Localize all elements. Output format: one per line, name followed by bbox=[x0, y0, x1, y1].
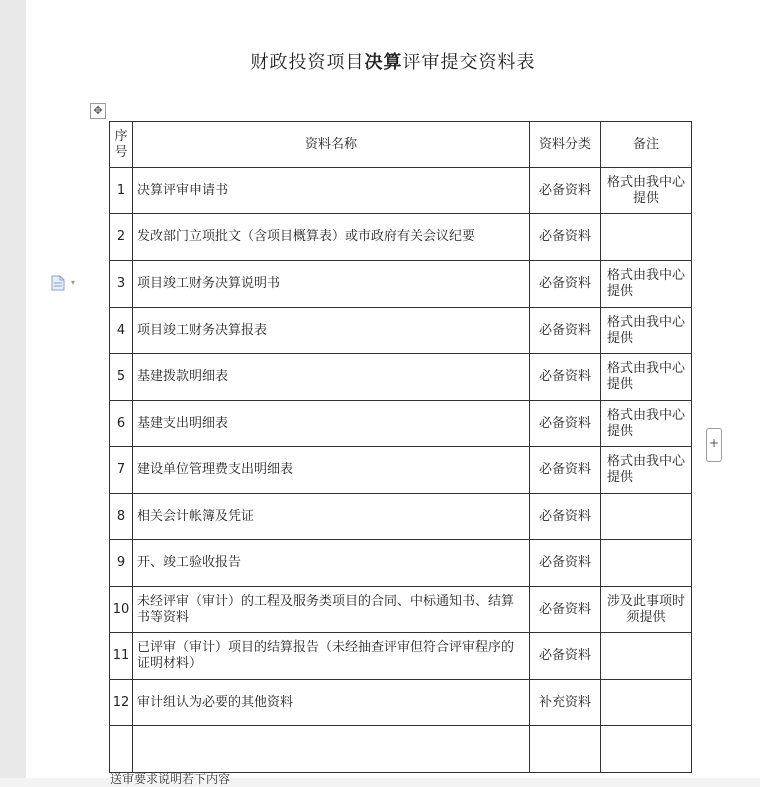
row-name: 基建支出明细表 bbox=[133, 401, 530, 447]
row-category: 必备资料 bbox=[530, 447, 601, 494]
table-move-handle-icon[interactable]: ✥ bbox=[90, 103, 106, 119]
row-note: 涉及此事项时须提供 bbox=[601, 587, 692, 633]
header-note: 备注 bbox=[601, 122, 692, 168]
row-category: 必备资料 bbox=[530, 214, 601, 261]
row-no: 9 bbox=[110, 540, 133, 587]
row-note bbox=[601, 540, 692, 587]
row-note[interactable] bbox=[601, 726, 692, 773]
dropdown-arrow-icon: ▾ bbox=[71, 278, 76, 287]
table-row bbox=[110, 447, 692, 494]
row-name[interactable] bbox=[133, 726, 530, 773]
row-note: 格式由我中心提供 bbox=[601, 308, 692, 354]
row-no: 8 bbox=[110, 494, 133, 540]
title-part-bold: 决算 bbox=[364, 52, 403, 73]
row-no: 6 bbox=[110, 401, 133, 447]
row-category[interactable] bbox=[530, 726, 601, 773]
row-name: 基建拨款明细表 bbox=[133, 354, 530, 401]
row-note bbox=[601, 214, 692, 261]
row-no: 12 bbox=[110, 680, 133, 726]
document-icon bbox=[51, 275, 65, 291]
row-note: 格式由我中心提供 bbox=[601, 401, 692, 447]
row-name: 项目竣工财务决算报表 bbox=[133, 308, 530, 354]
row-category: 必备资料 bbox=[530, 633, 601, 680]
table-row bbox=[110, 401, 692, 447]
row-category: 必备资料 bbox=[530, 168, 601, 214]
table-row bbox=[110, 633, 692, 680]
row-name: 开、竣工验收报告 bbox=[133, 540, 530, 587]
row-category: 必备资料 bbox=[530, 540, 601, 587]
row-no: 1 bbox=[110, 168, 133, 214]
table-row bbox=[110, 494, 692, 540]
table-row bbox=[110, 540, 692, 587]
row-note: 格式由我中心提供 bbox=[601, 261, 692, 308]
add-column-button[interactable]: + bbox=[706, 428, 722, 462]
table-row bbox=[110, 308, 692, 354]
table-row-empty bbox=[110, 726, 692, 773]
row-name: 未经评审（审计）的工程及服务类项目的合同、中标通知书、结算书等资料 bbox=[133, 587, 530, 633]
row-no: 11 bbox=[110, 633, 133, 680]
row-name: 审计组认为必要的其他资料 bbox=[133, 680, 530, 726]
row-name: 建设单位管理费支出明细表 bbox=[133, 447, 530, 494]
footer-partial-text: 送审要求说明若下内容 bbox=[110, 772, 231, 786]
document-title bbox=[26, 48, 760, 74]
row-no: 2 bbox=[110, 214, 133, 261]
header-name: 资料名称 bbox=[133, 122, 530, 168]
document-page bbox=[26, 0, 760, 786]
row-no: 7 bbox=[110, 447, 133, 494]
row-category: 必备资料 bbox=[530, 401, 601, 447]
left-gutter bbox=[0, 0, 26, 778]
row-category: 必备资料 bbox=[530, 354, 601, 401]
header-no: 序号 bbox=[110, 122, 133, 168]
table-row bbox=[110, 214, 692, 261]
row-no: 4 bbox=[110, 308, 133, 354]
table-row bbox=[110, 261, 692, 308]
row-category: 必备资料 bbox=[530, 261, 601, 308]
table-row bbox=[110, 354, 692, 401]
row-name: 决算评审申请书 bbox=[133, 168, 530, 214]
row-note bbox=[601, 680, 692, 726]
row-note bbox=[601, 633, 692, 680]
header-category: 资料分类 bbox=[530, 122, 601, 168]
table-row bbox=[110, 587, 692, 633]
row-category: 必备资料 bbox=[530, 308, 601, 354]
row-no: 3 bbox=[110, 261, 133, 308]
row-name: 项目竣工财务决算说明书 bbox=[133, 261, 530, 308]
row-name: 发改部门立项批文（含项目概算表）或市政府有关会议纪要 bbox=[133, 214, 530, 261]
row-category: 必备资料 bbox=[530, 494, 601, 540]
row-name: 已评审（审计）项目的结算报告（未经抽查评审但符合评审程序的证明材料） bbox=[133, 633, 530, 680]
row-note bbox=[601, 494, 692, 540]
row-category: 必备资料 bbox=[530, 587, 601, 633]
paragraph-menu[interactable] bbox=[51, 275, 76, 291]
title-part-1: 财政投资项目 bbox=[250, 52, 365, 73]
title-part-3: 评审提交资料表 bbox=[402, 52, 536, 73]
row-note: 格式由我中心提供 bbox=[601, 354, 692, 401]
row-no[interactable] bbox=[110, 726, 133, 773]
row-no: 5 bbox=[110, 354, 133, 401]
table-row bbox=[110, 168, 692, 214]
row-note: 格式由我中心提供 bbox=[601, 447, 692, 494]
row-note: 格式由我中心提供 bbox=[601, 168, 692, 214]
row-category: 补充资料 bbox=[530, 680, 601, 726]
row-name: 相关会计帐簿及凭证 bbox=[133, 494, 530, 540]
materials-table bbox=[109, 121, 692, 773]
table-row bbox=[110, 680, 692, 726]
row-no: 10 bbox=[110, 587, 133, 633]
table-header-row bbox=[110, 122, 692, 168]
